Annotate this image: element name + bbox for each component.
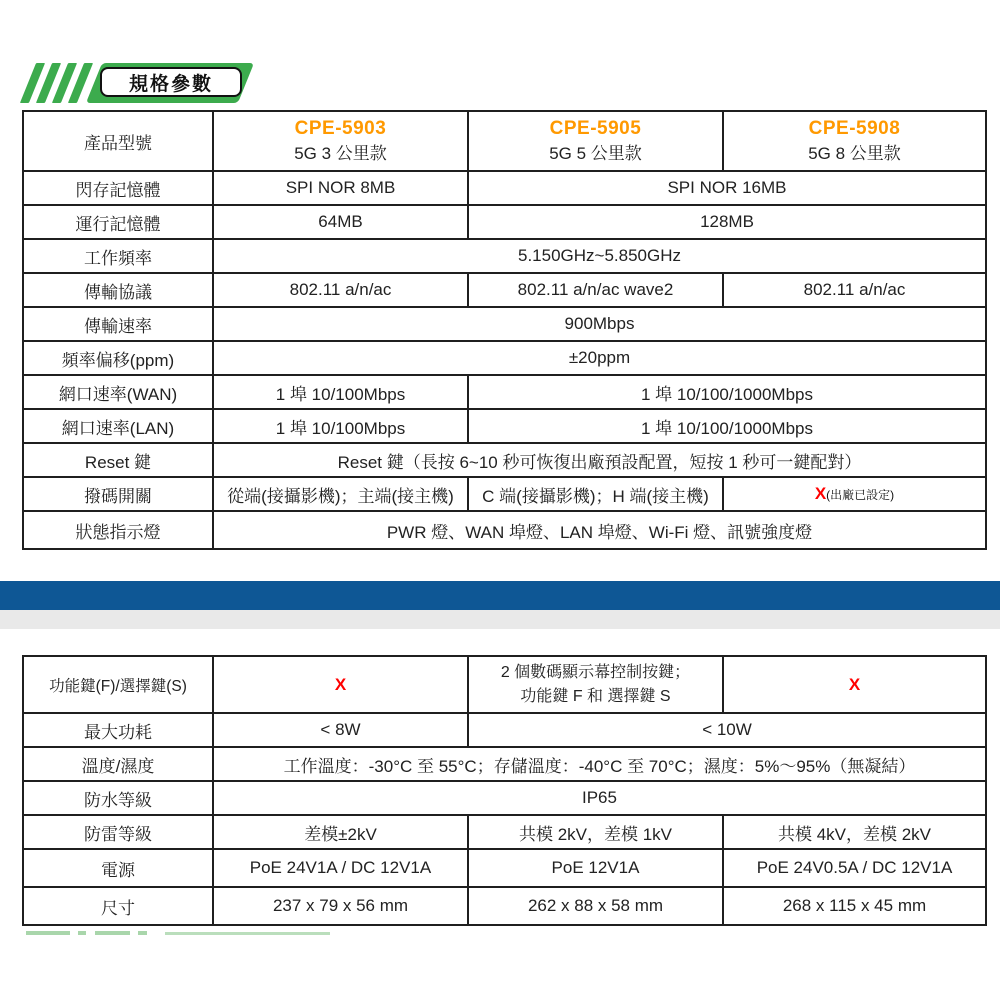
table-row-waterproof [23, 781, 986, 815]
table-row-ppm [23, 341, 986, 375]
dip-note: (出廠已設定) [826, 488, 895, 502]
cell-dip-5905: C 端(接攝影機)；H 端(接主機) [468, 477, 723, 511]
table-row-flash [23, 171, 986, 205]
row-label-waterproof: 防水等級 [23, 781, 213, 815]
diagonal-stripes-icon [28, 63, 85, 103]
table-row-lan [23, 409, 986, 443]
row-label-max-power: 最大功耗 [23, 713, 213, 747]
row-label-function-keys: 功能鍵(F)/選擇鍵(S) [23, 656, 213, 713]
cell-keys-5903 [213, 656, 468, 713]
table-row-products [23, 111, 986, 171]
banner-remnant [165, 932, 330, 935]
cell-wan-5903: 1 埠 10/100Mbps [213, 375, 468, 409]
row-label-power-supply: 電源 [23, 849, 213, 887]
cell-surge-5908: 共模 4kV，差模 2kV [723, 815, 986, 849]
cell-keys-5905 [468, 656, 723, 713]
table-row-reset [23, 443, 986, 477]
cell-flash-5905-5908: SPI NOR 16MB [468, 171, 986, 205]
cell-waterproof-all: IP65 [213, 781, 986, 815]
cell-surge-5905: 共模 2kV，差模 1kV [468, 815, 723, 849]
stripe-remnant [78, 931, 86, 935]
cell-protocol-5905: 802.11 a/n/ac wave2 [468, 273, 723, 307]
cell-ppm-all: ±20ppm [213, 341, 986, 375]
cell-lan-5905-5908: 1 埠 10/100/1000Mbps [468, 409, 986, 443]
cell-dip-5908 [723, 477, 986, 511]
row-label-frequency: 工作頻率 [23, 239, 213, 273]
section-title: 規格參數 [100, 67, 242, 97]
cell-protocol-5903: 802.11 a/n/ac [213, 273, 468, 307]
x-mark: X [814, 484, 827, 503]
product-variant: 5G 3 公里款 [294, 144, 387, 163]
feature-table [22, 655, 987, 926]
keys-line-1: 2 個數碼顯示幕控制按鍵； [500, 663, 691, 681]
table-row-dip-switch [23, 477, 986, 511]
row-label-dip-switch: 撥碼開關 [23, 477, 213, 511]
product-cell-5903 [213, 111, 468, 171]
row-label-flash: 閃存記憶體 [23, 171, 213, 205]
product-cell-5905 [468, 111, 723, 171]
row-label-reset: Reset 鍵 [23, 443, 213, 477]
stripe-remnant [26, 931, 70, 935]
cell-dip-5903: 從端(接攝影機)；主端(接主機) [213, 477, 468, 511]
table-row-speed [23, 307, 986, 341]
cell-temperature-all: 工作溫度：-30°C 至 55°C；存儲溫度：-40°C 至 70°C；濕度：5%～95%（無凝結） [213, 747, 986, 781]
table-row-led [23, 511, 986, 549]
row-label-ppm: 頻率偏移(ppm) [23, 341, 213, 375]
row-label-ram: 運行記憶體 [23, 205, 213, 239]
stripe-remnant [95, 931, 130, 935]
product-model: CPE-5905 [549, 118, 642, 139]
cell-ram-5905-5908: 128MB [468, 205, 986, 239]
cell-size-5903: 237 x 79 x 56 mm [213, 887, 468, 925]
row-label-dimensions: 尺寸 [23, 887, 213, 925]
badge-banner [94, 63, 246, 103]
table-row-temperature [23, 747, 986, 781]
spec-table [22, 110, 987, 550]
cell-frequency-all: 5.150GHz~5.850GHz [213, 239, 986, 273]
cell-max-power-5903: < 8W [213, 713, 468, 747]
product-model: CPE-5908 [808, 118, 901, 139]
cell-flash-5903: SPI NOR 8MB [213, 171, 468, 205]
cell-ram-5903: 64MB [213, 205, 468, 239]
row-label-protocol: 傳輸協議 [23, 273, 213, 307]
cell-led-all: PWR 燈、WAN 埠燈、LAN 埠燈、Wi-Fi 燈、訊號強度燈 [213, 511, 986, 549]
cell-keys-5908 [723, 656, 986, 713]
cell-wan-5905-5908: 1 埠 10/100/1000Mbps [468, 375, 986, 409]
cell-protocol-5908: 802.11 a/n/ac [723, 273, 986, 307]
cell-surge-5903: 差模±2kV [213, 815, 468, 849]
cell-speed-all: 900Mbps [213, 307, 986, 341]
row-label-product-model: 產品型號 [23, 111, 213, 171]
cell-power-5908: PoE 24V0.5A / DC 12V1A [723, 849, 986, 887]
cell-lan-5903: 1 埠 10/100Mbps [213, 409, 468, 443]
keys-line-2: 功能鍵 F 和 選擇鍵 S [520, 687, 671, 705]
product-variant: 5G 5 公里款 [549, 144, 642, 163]
table-row-power-supply [23, 849, 986, 887]
table-row-surge [23, 815, 986, 849]
row-label-temperature: 溫度/濕度 [23, 747, 213, 781]
table-row-ram [23, 205, 986, 239]
table-row-dimensions [23, 887, 986, 925]
cell-power-5903: PoE 24V1A / DC 12V1A [213, 849, 468, 887]
product-model: CPE-5903 [294, 118, 387, 139]
row-label-led: 狀態指示燈 [23, 511, 213, 549]
table-row-wan [23, 375, 986, 409]
cell-max-power-5905-5908: < 10W [468, 713, 986, 747]
table-row-protocol [23, 273, 986, 307]
cell-reset-all: Reset 鍵（長按 6~10 秒可恢復出廠預設配置，短按 1 秒可一鍵配對） [213, 443, 986, 477]
table-row-max-power [23, 713, 986, 747]
cell-size-5905: 262 x 88 x 58 mm [468, 887, 723, 925]
table-row-frequency [23, 239, 986, 273]
divider-blue-bar [0, 581, 1000, 610]
x-mark: X [848, 674, 861, 694]
x-mark: X [334, 674, 347, 694]
row-label-speed: 傳輸速率 [23, 307, 213, 341]
product-variant: 5G 8 公里款 [808, 144, 901, 163]
row-label-lan: 網口速率(LAN) [23, 409, 213, 443]
cell-power-5905: PoE 12V1A [468, 849, 723, 887]
row-label-wan: 網口速率(WAN) [23, 375, 213, 409]
row-label-surge: 防雷等級 [23, 815, 213, 849]
cell-size-5908: 268 x 115 x 45 mm [723, 887, 986, 925]
product-cell-5908 [723, 111, 986, 171]
table-row-function-keys [23, 656, 986, 713]
divider-gray-bar [0, 610, 1000, 629]
stripe-remnant [138, 931, 147, 935]
